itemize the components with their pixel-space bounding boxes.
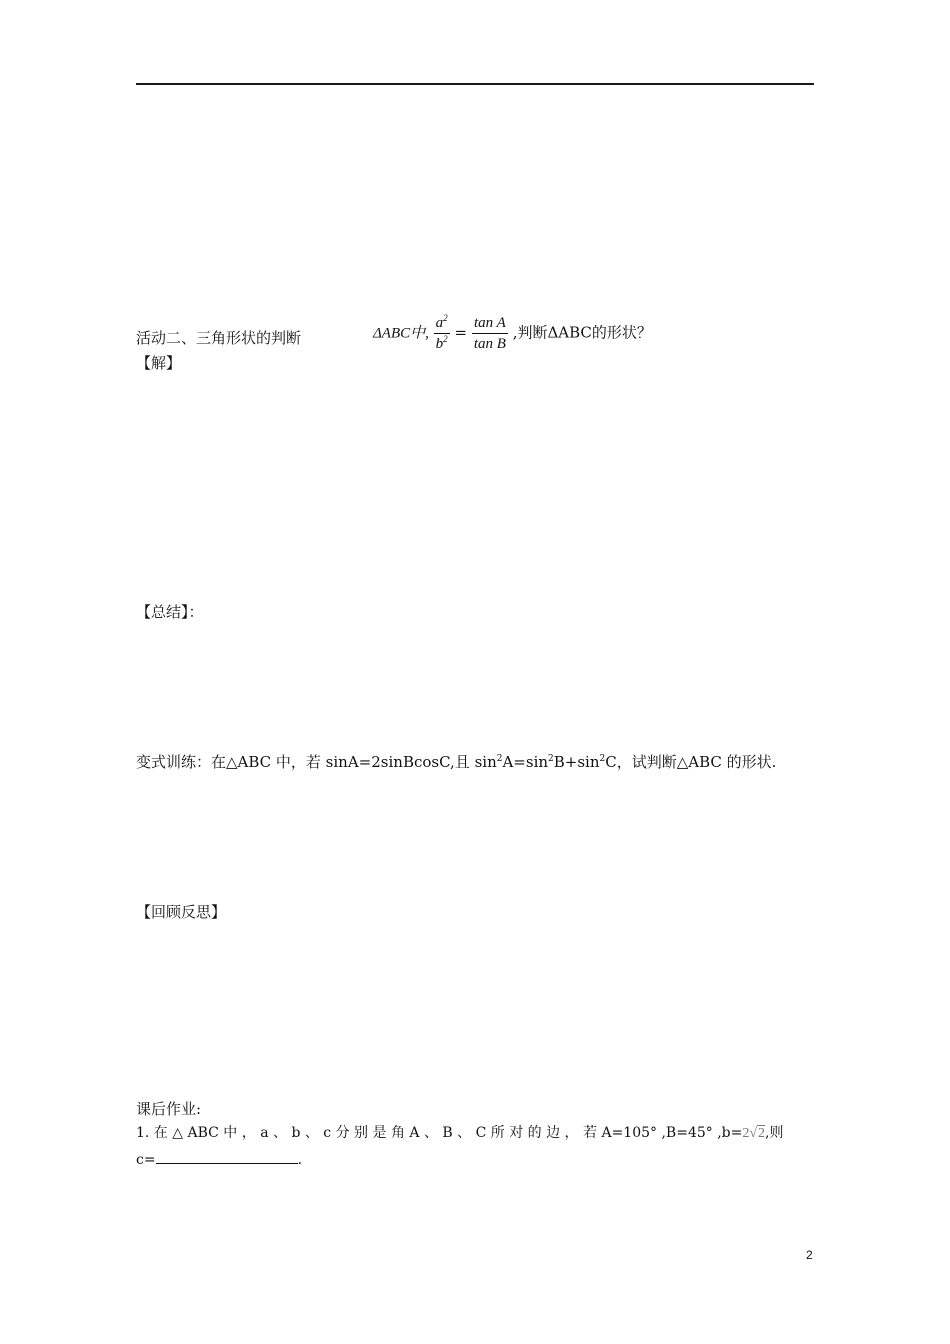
- frac2-den: tan B: [472, 333, 508, 354]
- sqrt-value: 2√2: [742, 1126, 766, 1141]
- activity-heading: 活动二、三角形状的判断: [136, 329, 302, 347]
- page-number: 2: [806, 1248, 813, 1262]
- homework-q1-answer-line: [136, 1151, 302, 1168]
- frac1-den-exp: 2: [443, 334, 448, 344]
- variant-exp-3: 2: [599, 754, 606, 764]
- variant-exercise: [136, 751, 776, 772]
- review-label: 【回顾反思】: [136, 903, 227, 921]
- frac1-den: b: [435, 336, 444, 352]
- variant-text-2: A=sin: [502, 753, 549, 771]
- variant-text-4: C，试判断△ABC 的形状.: [605, 753, 777, 771]
- homework-heading: 课后作业:: [136, 1100, 202, 1118]
- q1-end: .: [297, 1152, 303, 1168]
- frac1-num-exp: 2: [443, 313, 448, 323]
- homework-q1: [136, 1122, 784, 1142]
- sqrt-coef: 2: [742, 1126, 750, 1141]
- fraction-tan: [472, 313, 508, 354]
- frac2-num: tan A: [473, 315, 506, 331]
- problem-statement: [373, 313, 652, 354]
- q1-tail: ,则: [765, 1125, 784, 1141]
- variant-exp-1: 2: [496, 754, 503, 764]
- problem-pre: ΔABC中,: [373, 325, 429, 342]
- sqrt-radicand: 2: [758, 1126, 766, 1141]
- header-rule: [136, 83, 814, 85]
- q1-c-label: c=: [136, 1152, 156, 1168]
- variant-text-3: B+sin: [553, 753, 600, 771]
- problem-post: ,判断ΔABC的形状？: [512, 323, 652, 342]
- q1-text: 1. 在 △ ABC 中 ， a 、 b 、 c 分 别 是 角 A 、 B 、 C 所 对 的 边 ， 若 A=105° ,B=45° ,b=: [136, 1125, 743, 1141]
- fraction-a2-b2: [434, 313, 450, 354]
- frac1-num: a: [435, 315, 444, 331]
- equals-sign: =: [454, 323, 468, 342]
- answer-blank[interactable]: [156, 1151, 298, 1164]
- solution-label: 【解】: [136, 354, 182, 372]
- summary-label: 【总结】：: [136, 603, 204, 621]
- variant-exp-2: 2: [548, 754, 554, 764]
- variant-text-1: 变式训练：在△ABC 中，若 sinA=2sinBcosC,且 sin: [136, 753, 497, 771]
